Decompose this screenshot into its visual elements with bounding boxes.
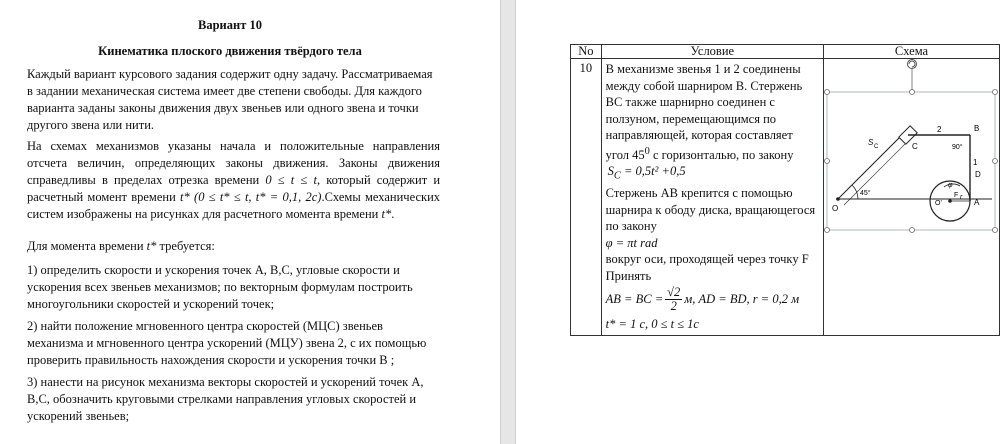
header-scheme: Схема: [823, 45, 999, 59]
task-item-3: 3) нанести на рисунок механизма векторы скоростей и ускорений точек A, B,C, обозначить круговыми стрелками направления угловых скоростей и ускорений звеньев;: [27, 375, 424, 423]
label-f: F: [953, 192, 959, 199]
slider-law: $S_C = 0,5t^2 +0,5$: [607, 164, 686, 182]
table-row: [571, 59, 1000, 336]
moment-symbol: t*: [381, 207, 392, 221]
laws-paragraph: На схемах механизмов указаны начала и положительные направления отсчета величин, определяющих законы движения. Законы движения справедливы в пределах отрезка времени 0 ≤ t ≤ t, который содержит и расчетный момент времени t* (0 ≤ t* ≤ t, t* = 0,1, 2c).Схемы механических систем изображены на рисунках для расчетного момента времени t*.: [27, 139, 441, 221]
label-phi: φ: [947, 182, 953, 189]
laws-text-c: .Схемы механических систем изображены на рисунках для расчетного момента времени: [27, 190, 441, 221]
moment-formula: t* (0 ≤ t* ≤ t, t* = 0,1, 2c): [180, 190, 322, 204]
label-sc: S: [867, 138, 874, 147]
label-angle-90: 90°: [951, 144, 963, 151]
fraction: $\frac{√2}{2}$: [667, 285, 681, 314]
task-item-2: 2) найти положение мгновенного центра скоростей (МЦС) звеньев механизма и мгновенного центра ускорений (МЦУ) звена 2, с их помощью проверить правильность нахождения скорости и ускорения точки В ;: [27, 319, 427, 367]
variant-heading: Вариант 10: [198, 18, 262, 32]
task-item-1: 1) определить скорости и ускорения точек A, B,C, угловые скорости и ускорения всех звеньев механизмов; по векторным формулам построить многоугольники скоростей и ускорений точек;: [27, 263, 413, 311]
condition-text-1: В механизме звенья 1 и 2 соединены между собой шарниром B. Стержень BC также шарнирно соединен с ползуном, перемещающимся по направляющей, которая составляет угол $45^0$ с горизонталью, по закону: [605, 62, 803, 162]
table-header-row: [571, 45, 1000, 59]
condition-cell: [601, 59, 823, 336]
requirement-text-a: Для момента времени: [27, 239, 144, 253]
point-o: [836, 197, 840, 201]
label-o: O: [831, 204, 839, 213]
intro-paragraph: Каждый вариант курсового задания содержит одну задачу. Рассматриваемая в задании механическая система имеет две степени свободы. Для каждого варианта заданы законы движения двух звеньев или одного звена и точки другого звена или нити.: [27, 67, 433, 132]
label-b: B: [973, 124, 980, 133]
page-title: Кинематика плоского движения твёрдого тела: [98, 44, 362, 58]
interval-formula: 0 ≤ t ≤ t: [265, 173, 317, 187]
label-o-prime: O': [934, 200, 942, 207]
scheme-cell: [823, 59, 999, 336]
condition-text-3: вокруг оси, проходящей через точку F Принять: [605, 252, 809, 283]
time-formula: t* = 1 c, 0 ≤ t ≤ 1c: [605, 317, 699, 332]
disk-law: φ = πt rad: [605, 235, 658, 250]
label-link-2: 2: [936, 125, 942, 134]
label-d: D: [974, 170, 981, 179]
disk-center: [948, 199, 952, 203]
condition-text-2: Стержень AB крепится с помощью шарнира к ободу диска, вращающегося по закону: [605, 186, 816, 234]
laws-text-b: , который содержит и расчетный момент времени: [27, 173, 441, 204]
laws-text-a: На схемах механизмов указаны начала и положительные направления отсчета величин, определяющих законы движения. Законы движения справедливы в пределах отрезка времени: [27, 139, 440, 187]
label-r: r: [959, 194, 963, 201]
label-link-1: 1: [972, 158, 978, 167]
geometry-formula: AB = BC = $\frac{√2}{2}$ м, AD = BD, r = 0,2 м: [605, 285, 800, 314]
task-table: [570, 44, 1000, 336]
label-angle-45: 45°: [859, 190, 871, 197]
rotate-handle-icon[interactable]: [907, 60, 916, 93]
header-condition: Условие: [601, 45, 823, 59]
requirement-symbol: t*: [146, 239, 157, 253]
label-c: C: [911, 142, 918, 151]
page-gutter: [500, 0, 516, 444]
mechanism-diagram: [824, 59, 999, 331]
label-a: A: [973, 198, 980, 207]
selection-handles[interactable]: [824, 90, 997, 233]
label-sc-sub: C: [873, 144, 879, 150]
requirement-text-b: требуется:: [159, 239, 215, 253]
row-number: 10: [571, 59, 602, 336]
header-no: No: [571, 45, 602, 59]
requirement-intro: [27, 238, 440, 255]
angle-45-arc: [852, 185, 858, 199]
